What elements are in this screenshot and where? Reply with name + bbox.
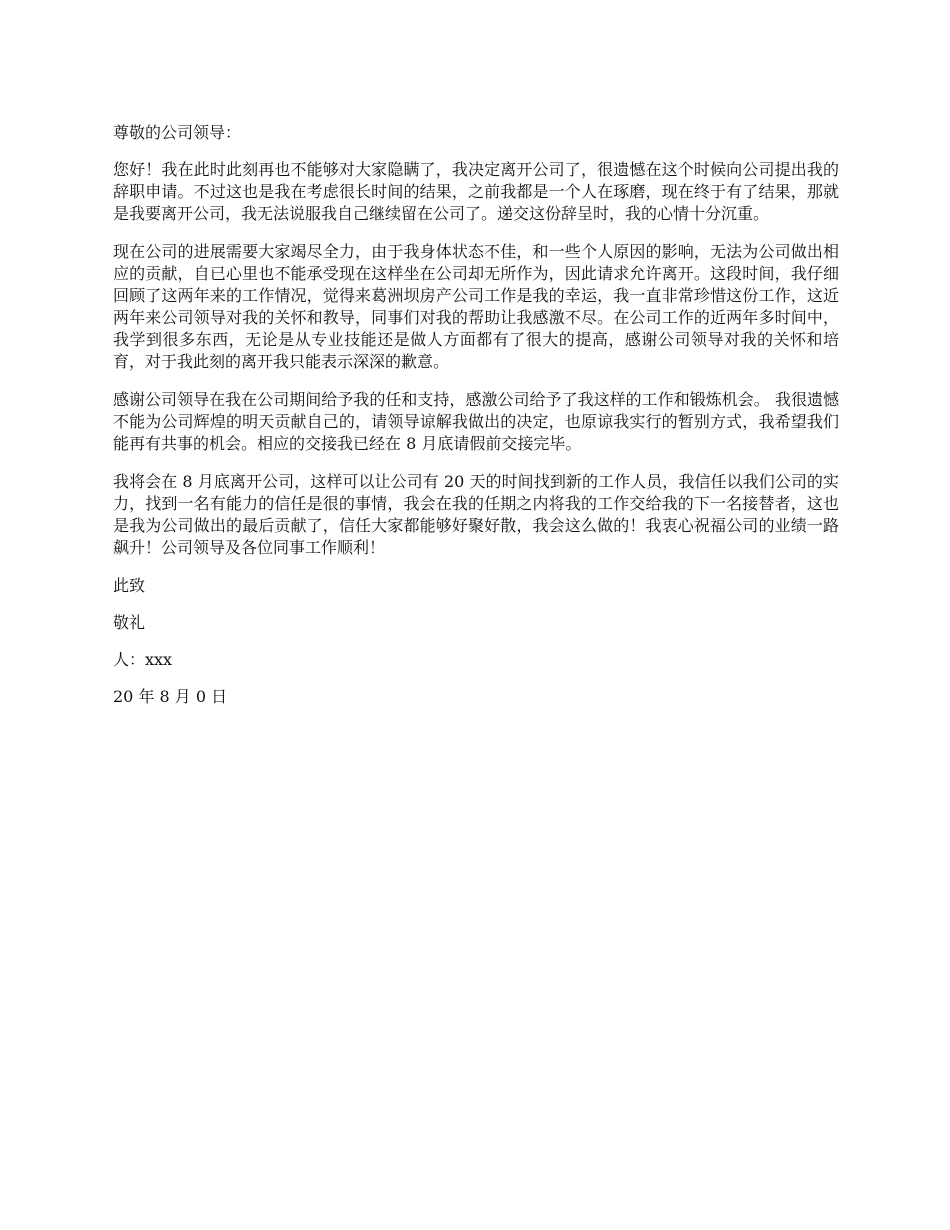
letter-closing-jingli: 敬礼 <box>113 613 146 632</box>
letter-document <box>113 122 839 723</box>
letter-paragraph-1: 您好！我在此时此刻再也不能够对大家隐瞒了，我决定离开公司了，很遗憾在这个时候向公司提出我的辞职申请。不过这也是我在考虑很长时间的结果，之前我都是一个人在琢磨，现在终于有了结果，那就是我要离开公司，我无法说服我自己继续留在公司了。递交这份辞呈时，我的心情十分沉重。 <box>113 160 839 223</box>
letter-closing-zhici: 此致 <box>113 576 146 595</box>
letter-paragraph-4: 我将会在 8 月底离开公司，这样可以让公司有 20 天的时间找到新的工作人员，我信任以我们公司的实力，找到一名有能力的信任是很的事情，我会在我的任期之内将我的工作交给我的下一名接替者，这也是我为公司做出的最后贡献了，信任大家都能够好聚好散，我会这么做的！我衷心祝福公司的业绩一路飙升！公司领导及各位同事工作顺利！ <box>113 472 839 557</box>
letter-paragraph-2: 现在公司的进展需要大家竭尽全力，由于我身体状态不佳，和一些个人原因的影响，无法为公司做出相应的贡献，自已心里也不能承受现在这样坐在公司却无所作为，因此请求允许离开。这段时间，我仔细回顾了这两年来的工作情况，觉得来葛洲坝房产公司工作是我的幸运，我一直非常珍惜这份工作，这近两年来公司领导对我的关怀和教导，同事们对我的帮助让我感激不尽。在公司工作的近两年多时间中，我学到很多东西，无论是从专业技能还是做人方面都有了很大的提高，感谢公司领导对我的关怀和培育，对于我此刻的离开我只能表示深深的歉意。 <box>113 242 839 371</box>
letter-date: 20 年 8 月 0 日 <box>113 687 228 706</box>
letter-paragraph-3: 感谢公司领导在我在公司期间给予我的任和支持，感激公司给予了我这样的工作和锻炼机会。 我很遗憾不能为公司辉煌的明天贡献自己的，请领导谅解我做出的决定，也原谅我实行的暂别方式，我希望我们能再有共事的机会。相应的交接我已经在 8 月底请假前交接完毕。 <box>113 390 839 453</box>
letter-signer: 人：xxx <box>113 650 173 669</box>
letter-salutation: 尊敬的公司领导： <box>113 123 242 142</box>
